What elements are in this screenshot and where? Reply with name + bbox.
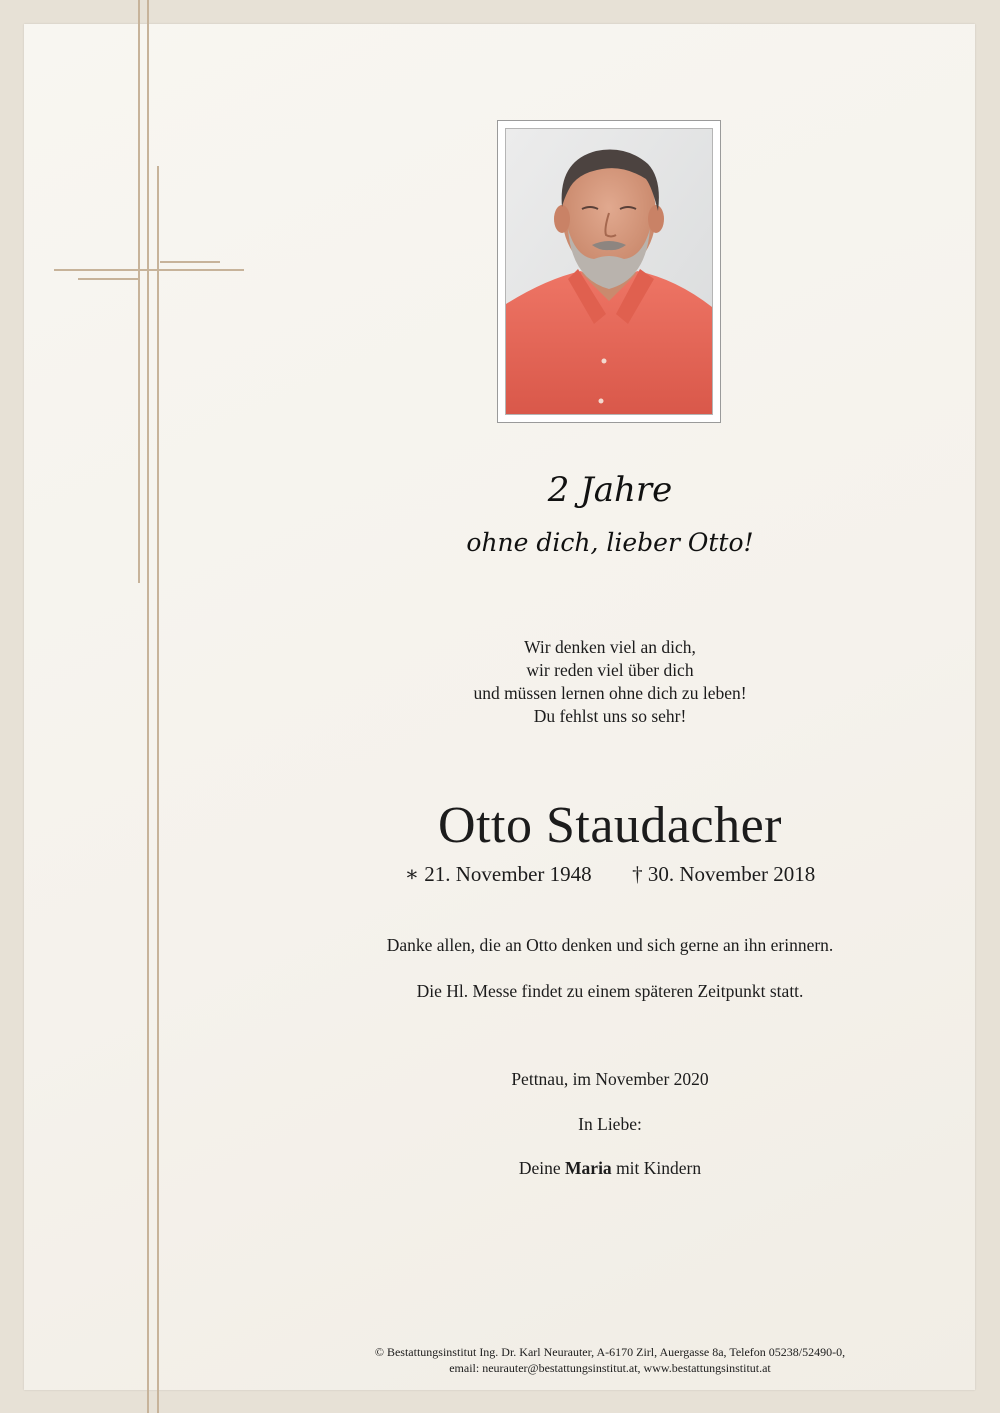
deceased-name: Otto Staudacher [438,797,782,854]
death-date: 30. November 2018 [647,862,816,886]
poem-line: und müssen lernen ohne dich zu leben! [473,683,747,703]
death-icon: † [632,862,643,886]
signature-suffix: mit Kindern [616,1158,702,1178]
poem-line: wir reden viel über dich [526,660,694,680]
birth-icon: ∗ [404,862,419,886]
footer-line: email: neurauter@bestattungsinstitut.at, www.bestattungsinstitut.at [449,1361,771,1375]
poem-line: Du fehlst uns so sehr! [533,706,687,726]
signature [310,1158,910,1179]
footer-line: © Bestattungsinstitut Ing. Dr. Karl Neurauter, A-6170 Zirl, Auergasse 8a, Telefon 05238/52490-0, [374,1345,846,1359]
portrait-photo [497,120,721,423]
place-date: Pettnau, im November 2020 [511,1069,709,1089]
life-dates [310,862,910,887]
mass-note: Die Hl. Messe findet zu einem späteren Zeitpunkt statt. [416,981,804,1001]
heading-years: 2 Jahre [547,470,673,510]
portrait-icon [506,129,712,414]
closing: In Liebe: [578,1114,642,1134]
poem-line: Wir denken viel an dich, [524,637,696,657]
footer [280,1344,940,1376]
birth-date: 21. November 1948 [424,862,592,886]
signature-name: Maria [565,1158,612,1178]
poem [310,636,910,728]
signature-prefix: Deine [518,1158,561,1178]
heading-subtitle: ohne dich, lieber Otto! [466,528,754,557]
thanks-text: Danke allen, die an Otto denken und sich gerne an ihn erinnern. [386,935,834,955]
